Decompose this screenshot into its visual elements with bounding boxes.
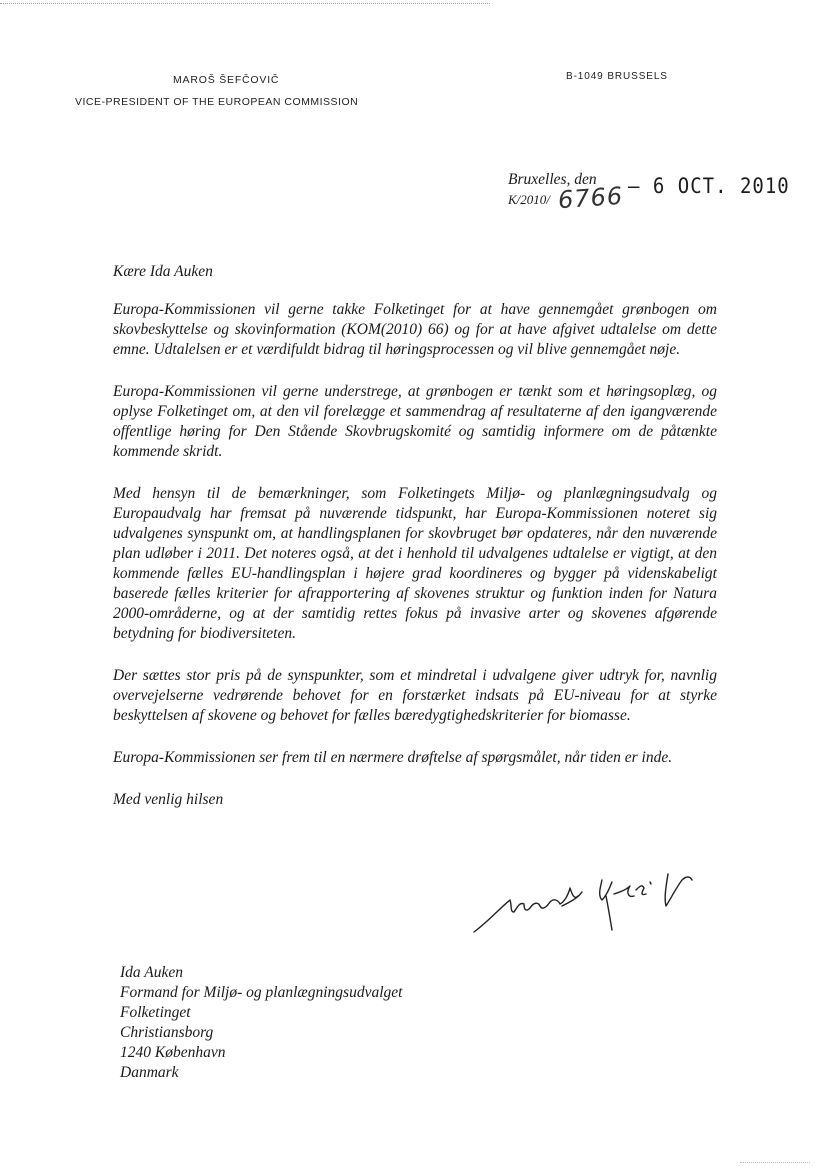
recipient-address: [120, 963, 402, 1083]
scan-edge-mark: [740, 1162, 810, 1163]
sender-name: MAROŠ ŠEFČOVIČ: [173, 74, 280, 86]
recipient-line: Folketinget: [120, 1004, 191, 1021]
letterhead-address: B-1049 BRUSSELS: [566, 71, 668, 82]
recipient-line: Christiansborg: [120, 1024, 214, 1041]
recipient-line: Formand for Miljø- og planlægningsudvalget: [120, 984, 403, 1001]
reference-number-handwritten: 6766: [557, 181, 624, 215]
paragraph: Der sættes stor pris på de synspunkter, som et mindretal i udvalgene giver udtryk for, navnlig overvejelserne vedrørende behovet for en forstærket indsats på EU-niveau for at styrke beskyttelsen af skovene og behovet for fælles bæredygtighedskriterier for biomasse.: [113, 667, 717, 724]
recipient-line: Danmark: [120, 1064, 179, 1081]
salutation: Kære Ida Auken: [113, 263, 213, 280]
recipient-line: Ida Auken: [120, 964, 183, 981]
recipient-line: 1240 København: [120, 1044, 226, 1061]
paragraph: Europa-Kommissionen vil gerne takke Folketinget for at have gennemgået grønbogen om skovbeskyttelse og skovinformation (KOM(2010) 66) og for at have afgivet udtalelse om dette emne. Udtalelsen er et værdifuldt bidrag til høringsprocessen og vil blive gennemgået nøje.: [113, 301, 717, 358]
scan-edge-line: [0, 3, 490, 4]
paragraph: Med hensyn til de bemærkninger, som Folketingets Miljø- og planlægningsudvalg og Europaudvalg har fremsat på nuværende tidspunkt, har Europa-Kommissionen noteret sig udvalgenes synspunkt om, at handlingsplanen for skovbruget bør opdateres, når den nuværende plan udløber i 2011. Det noteres også, at det i henhold til udvalgenes udtalelse er vigtigt, at den kommende fælles EU-handlingsplan i højere grad koordineres og bygger på videnskabeligt baserede fælles kriterier for afrapportering af skovenes struktur og funktion inden for Natura 2000-områderne, og at der samtidig rettes fokus på invasive arter og skovenes afgørende betydning for biodiversiteten.: [113, 485, 717, 642]
dateline-place: Bruxelles, den: [508, 171, 597, 188]
paragraph: Europa-Kommissionen vil gerne understrege, at grønbogen er tænkt som et høringsoplæg, og oplyse Folketinget om, at den vil forelægge et sammendrag af resultaterne af den igangværende offentlige høring for Den Stående Skovbrugskomité og samtidig informere om de påtænkte kommende skridt.: [113, 383, 717, 460]
reference-prefix: K/2010/: [508, 192, 550, 207]
paragraph: Europa-Kommissionen ser frem til en nærmere drøftelse af spørgsmålet, når tiden er inde.: [113, 749, 673, 766]
sender-title: VICE-PRESIDENT OF THE EUROPEAN COMMISSION: [75, 96, 359, 108]
closing: Med venlig hilsen: [113, 791, 224, 808]
letter-body: [113, 300, 717, 832]
date-stamp: – 6 OCT. 2010: [628, 174, 790, 199]
handwritten-signature: [470, 862, 720, 952]
